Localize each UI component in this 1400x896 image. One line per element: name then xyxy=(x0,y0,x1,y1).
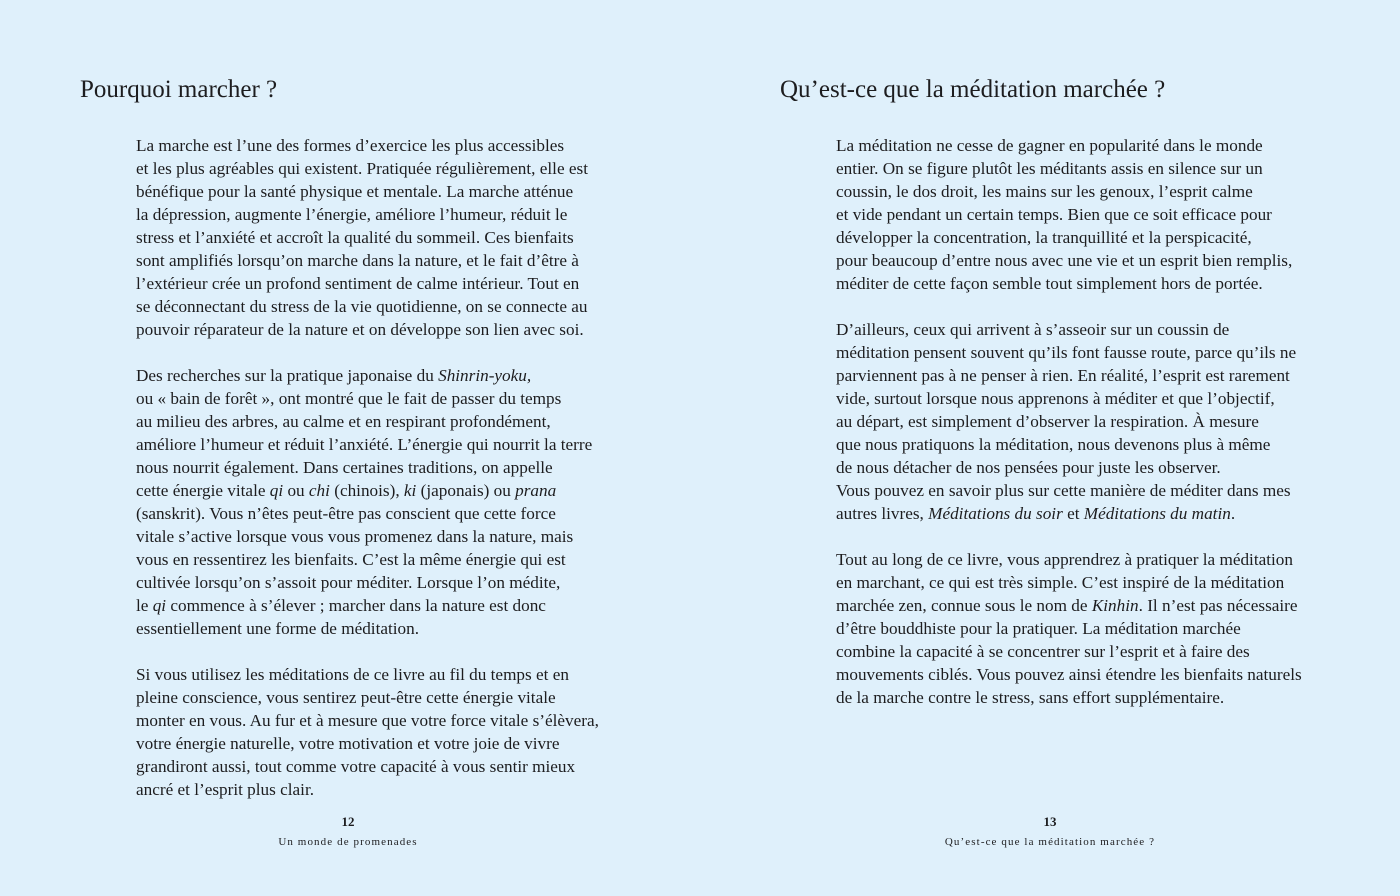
text-line xyxy=(836,594,1302,617)
text-run: d’être bouddhiste pour la pratiquer. La méditation marchée xyxy=(836,619,1241,638)
text-run: La marche est l’une des formes d’exercice les plus accessibles xyxy=(136,136,565,155)
running-title: Un monde de promenades xyxy=(278,836,418,848)
text-run: et vide pendant un certain temps. Bien que ce soit efficace pour xyxy=(836,205,1272,224)
text-run: que nous pratiquons la méditation, nous devenons plus à même xyxy=(836,435,1271,454)
text-run: ou xyxy=(283,481,309,500)
text-line xyxy=(836,456,1302,479)
text-run: se déconnectant du stress de la vie quotidienne, on se connecte au xyxy=(136,297,588,316)
text-line xyxy=(836,341,1302,364)
text-run: marchée zen, connue sous le nom de xyxy=(836,596,1092,615)
text-line xyxy=(136,479,599,502)
text-line xyxy=(836,640,1302,663)
text-run: votre énergie naturelle, votre motivation et votre joie de vivre xyxy=(136,734,560,753)
text-run: cultivée lorsqu’on s’assoit pour méditer. Lorsque l’on médite, xyxy=(136,573,561,592)
text-line xyxy=(836,686,1302,709)
text-run: commence à s’élever ; marcher dans la nature est donc xyxy=(166,596,546,615)
text-run: (chinois), xyxy=(329,481,404,500)
text-run: . xyxy=(1230,504,1236,523)
text-run: nous nourrit également. Dans certaines traditions, on appelle xyxy=(136,458,553,477)
page-title: Pourquoi marcher ? xyxy=(80,76,278,103)
italic-text: Shinrin-yoku, xyxy=(438,366,532,385)
text-run: au milieu des arbres, au calme et en respirant profondément, xyxy=(136,412,551,431)
text-line xyxy=(836,387,1302,410)
text-run: ou « bain de forêt », ont montré que le fait de passer du temps xyxy=(136,389,562,408)
text-line xyxy=(136,387,599,410)
text-run: de la marche contre le stress, sans effort supplémentaire. xyxy=(836,688,1225,707)
text-run: Des recherches sur la pratique japonaise du xyxy=(136,366,439,385)
text-run: pleine conscience, vous sentirez peut-être cette énergie vitale xyxy=(136,688,556,707)
text-line xyxy=(136,594,599,617)
text-line xyxy=(836,548,1302,571)
text-run: grandiront aussi, tout comme votre capacité à vous sentir mieux xyxy=(136,757,576,776)
text-run: parviennent pas à ne penser à rien. En réalité, l’esprit est rarement xyxy=(836,366,1290,385)
text-line xyxy=(136,456,599,479)
page-footer xyxy=(0,814,698,850)
italic-text: qi xyxy=(152,596,167,615)
text-line xyxy=(136,203,599,226)
text-line xyxy=(136,525,599,548)
paragraph xyxy=(136,364,599,640)
text-run: entier. On se figure plutôt les méditants assis en silence sur un xyxy=(836,159,1263,178)
italic-text: Kinhin xyxy=(1091,596,1139,615)
text-line xyxy=(836,272,1302,295)
text-line xyxy=(136,663,599,686)
text-line xyxy=(836,226,1302,249)
text-run: vous en ressentirez les bienfaits. C’est la même énergie qui est xyxy=(136,550,566,569)
text-line xyxy=(836,134,1302,157)
text-line xyxy=(136,755,599,778)
text-run: améliore l’humeur et réduit l’anxiété. L’énergie qui nourrit la terre xyxy=(136,435,593,454)
text-run: de nous détacher de nos pensées pour juste les observer. xyxy=(836,458,1221,477)
text-line xyxy=(836,318,1302,341)
text-run: Tout au long de ce livre, vous apprendrez à pratiquer la méditation xyxy=(836,550,1293,569)
text-line xyxy=(136,134,599,157)
text-run: (sanskrit). Vous n’êtes peut-être pas conscient que cette force xyxy=(136,504,556,523)
text-run: . Il n’est pas nécessaire xyxy=(1138,596,1298,615)
running-title: Qu’est-ce que la méditation marchée ? xyxy=(944,836,1156,848)
paragraph xyxy=(136,663,599,801)
text-run: monter en vous. Au fur et à mesure que votre force vitale s’élèvera, xyxy=(136,711,599,730)
text-line xyxy=(836,479,1302,502)
text-line xyxy=(836,571,1302,594)
text-line xyxy=(136,272,599,295)
paragraph xyxy=(836,134,1302,295)
italic-text: ki xyxy=(403,481,417,500)
text-line xyxy=(836,663,1302,686)
text-run: Vous pouvez en savoir plus sur cette manière de méditer dans mes xyxy=(836,481,1291,500)
italic-text: Méditations du soir xyxy=(928,504,1063,523)
text-line xyxy=(836,203,1302,226)
paragraph xyxy=(836,318,1302,525)
right-page xyxy=(700,0,1400,896)
page-number: 12 xyxy=(341,814,355,829)
text-run: vide, surtout lorsque nous apprenons à méditer et que l’objectif, xyxy=(836,389,1275,408)
paragraph xyxy=(836,548,1302,709)
text-run: vitale s’active lorsque vous vous promenez dans la nature, mais xyxy=(136,527,574,546)
text-line xyxy=(136,617,599,640)
text-line xyxy=(836,180,1302,203)
text-run: méditation pensent souvent qu’ils font fausse route, parce qu’ils ne xyxy=(836,343,1297,362)
text-line xyxy=(136,433,599,456)
italic-text: qi xyxy=(269,481,284,500)
text-line xyxy=(836,502,1302,525)
text-line xyxy=(136,180,599,203)
text-run: Si vous utilisez les méditations de ce livre au fil du temps et en xyxy=(136,665,569,684)
text-line xyxy=(136,226,599,249)
text-line xyxy=(836,617,1302,640)
text-line xyxy=(136,410,599,433)
italic-text: chi xyxy=(308,481,330,500)
text-run: le xyxy=(136,596,153,615)
page-title: Qu’est-ce que la méditation marchée ? xyxy=(780,76,1166,103)
text-run: mouvements ciblés. Vous pouvez ainsi étendre les bienfaits naturels xyxy=(836,665,1302,684)
text-line xyxy=(136,249,599,272)
text-line xyxy=(136,709,599,732)
text-run: cette énergie vitale xyxy=(136,481,270,500)
text-line xyxy=(836,410,1302,433)
text-line xyxy=(136,157,599,180)
text-run: stress et l’anxiété et accroît la qualité du sommeil. Ces bienfaits xyxy=(136,228,574,247)
text-line xyxy=(836,157,1302,180)
text-run: ancré et l’esprit plus clair. xyxy=(136,780,315,799)
text-run: coussin, le dos droit, les mains sur les genoux, l’esprit calme xyxy=(836,182,1253,201)
page-number: 13 xyxy=(1043,814,1057,829)
text-line xyxy=(136,571,599,594)
text-run: en marchant, ce qui est très simple. C’est inspiré de la méditation xyxy=(836,573,1285,592)
text-line xyxy=(136,732,599,755)
text-run: La méditation ne cesse de gagner en popularité dans le monde xyxy=(836,136,1263,155)
text-run: pouvoir réparateur de la nature et on développe son lien avec soi. xyxy=(136,320,584,339)
text-run: (japonais) ou xyxy=(416,481,516,500)
text-line xyxy=(136,318,599,341)
text-run: bénéfique pour la santé physique et mentale. La marche atténue xyxy=(136,182,574,201)
text-line xyxy=(136,548,599,571)
italic-text: prana xyxy=(515,481,557,500)
text-run: la dépression, augmente l’énergie, améliore l’humeur, réduit le xyxy=(136,205,568,224)
text-line xyxy=(136,295,599,318)
text-line xyxy=(836,433,1302,456)
text-line xyxy=(136,778,599,801)
text-run: l’extérieur crée un profond sentiment de calme intérieur. Tout en xyxy=(136,274,580,293)
text-line xyxy=(136,364,599,387)
text-run: développer la concentration, la tranquillité et la perspicacité, xyxy=(836,228,1252,247)
paragraph xyxy=(136,134,599,341)
text-run: pour beaucoup d’entre nous avec une vie et un esprit bien remplis, xyxy=(836,251,1293,270)
body-text xyxy=(136,134,599,824)
italic-text: Méditations du matin xyxy=(1083,504,1231,523)
text-line xyxy=(136,502,599,525)
text-run: autres livres, xyxy=(836,504,929,523)
text-run: et les plus agréables qui existent. Pratiquée régulièrement, elle est xyxy=(136,159,588,178)
text-run: essentiellement une forme de méditation. xyxy=(136,619,420,638)
text-line xyxy=(836,249,1302,272)
text-run: D’ailleurs, ceux qui arrivent à s’asseoir sur un coussin de xyxy=(836,320,1230,339)
text-run: combine la capacité à se concentrer sur l’esprit et à faire des xyxy=(836,642,1250,661)
text-run: méditer de cette façon semble tout simplement hors de portée. xyxy=(836,274,1263,293)
body-text xyxy=(836,134,1302,732)
page-footer xyxy=(700,814,1400,850)
text-run: et xyxy=(1062,504,1084,523)
text-run: sont amplifiés lorsqu’on marche dans la nature, et le fait d’être à xyxy=(136,251,579,270)
text-line xyxy=(836,364,1302,387)
text-run: au départ, est simplement d’observer la respiration. À mesure xyxy=(836,412,1259,431)
text-line xyxy=(136,686,599,709)
